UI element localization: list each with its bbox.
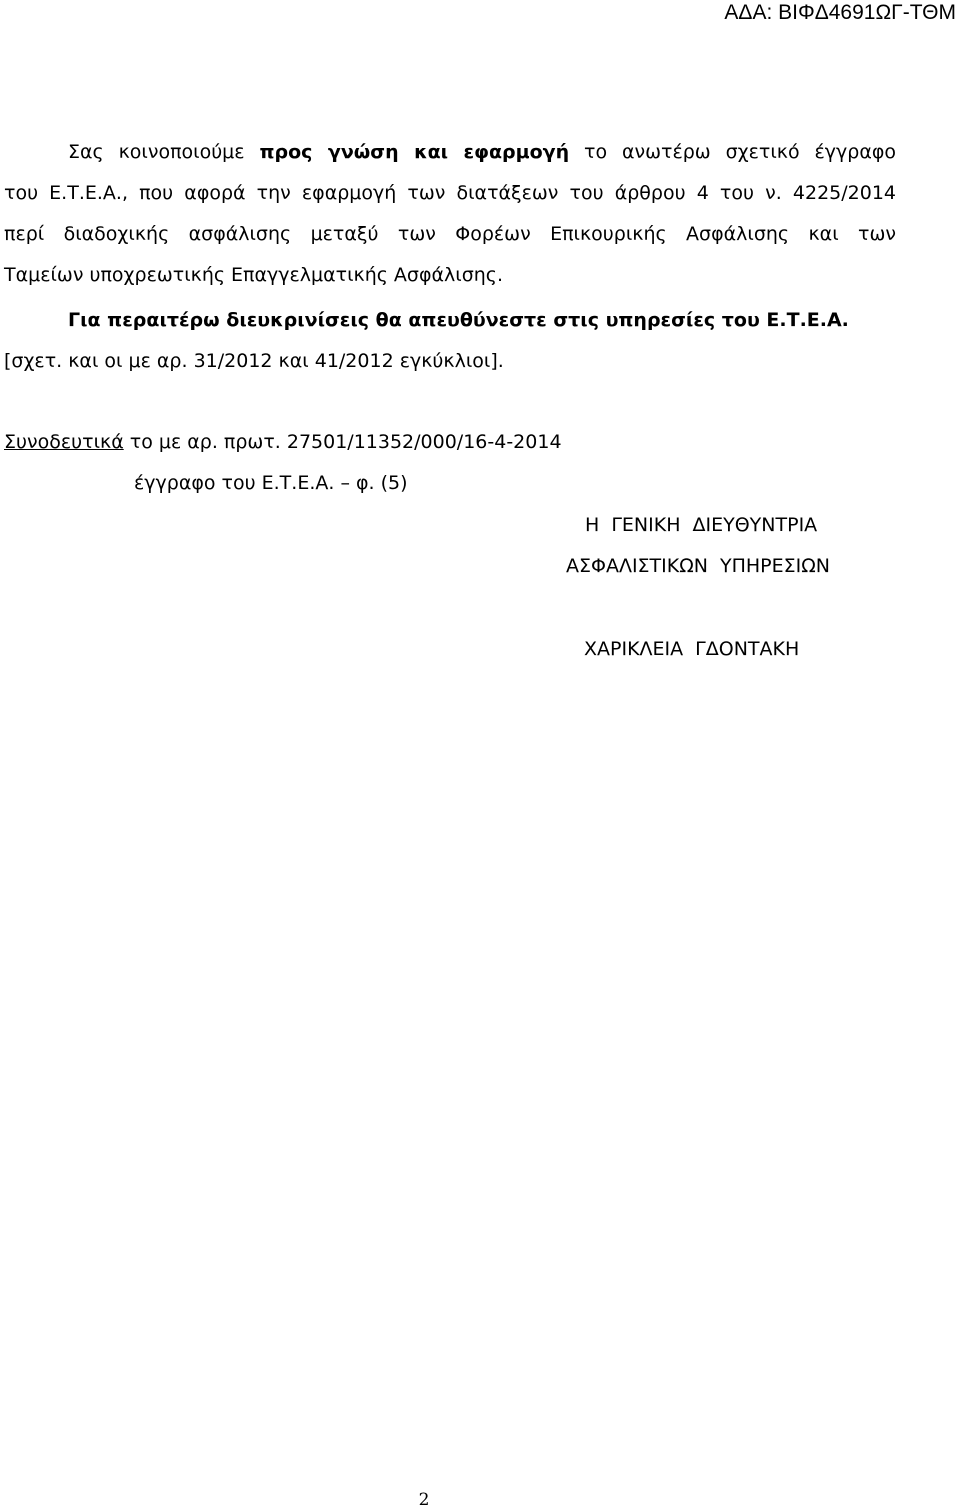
page-number: 2 <box>418 1490 430 1510</box>
signature-name: ΧΑΡΙΚΛΕΙΑ ΓΔΟΝΤΑΚΗ <box>584 638 800 660</box>
attachment-line <box>4 430 896 455</box>
attachment-note <box>4 430 896 496</box>
paragraph-line: περί διαδοχικής ασφάλισης μεταξύ των Φορέων Επικουρικής Ασφάλισης και των <box>4 223 896 245</box>
paragraph-line <box>4 140 896 165</box>
attachment-label: Συνοδευτικά <box>4 431 124 453</box>
text-span: Σας κοινοποιούμε <box>68 141 260 163</box>
ada-code: ΑΔΑ: ΒΙΦΔ4691ΩΓ-ΤΘΜ <box>724 1 956 24</box>
signature-title-2: ΑΣΦΑΛΙΣΤΙΚΩΝ ΥΠΗΡΕΣΙΩΝ <box>566 555 830 577</box>
paragraph-line: Ταμείων υποχρεωτικής Επαγγελματικής Ασφάλισης. <box>4 264 503 286</box>
paragraph-line: του Ε.Τ.Ε.Α., που αφορά την εφαρμογή των διατάξεων του άρθρου 4 του ν. 4225/2014 <box>4 182 896 204</box>
paragraph-clarifications <box>4 308 896 374</box>
paragraph-line: [σχετ. και οι με αρ. 31/2012 και 41/2012 εγκύκλιοι]. <box>4 350 504 372</box>
attachment-text: το με αρ. πρωτ. 27501/11352/000/16-4-2014 <box>123 431 562 453</box>
text-span: το ανωτέρω σχετικό έγγραφο <box>569 141 896 163</box>
bold-phrase: προς γνώση και εφαρμογή <box>259 141 570 163</box>
paragraph-notification <box>4 140 896 288</box>
signature-title-1: Η ΓΕΝΙΚΗ ΔΙΕΥΘΥΝΤΡΙΑ <box>585 514 818 536</box>
bold-paragraph-line: Για περαιτέρω διευκρινίσεις θα απευθύνεστε στις υπηρεσίες του Ε.Τ.Ε.Α. <box>68 309 849 331</box>
attachment-line-2: έγγραφο του Ε.Τ.Ε.Α. – φ. (5) <box>134 472 408 494</box>
